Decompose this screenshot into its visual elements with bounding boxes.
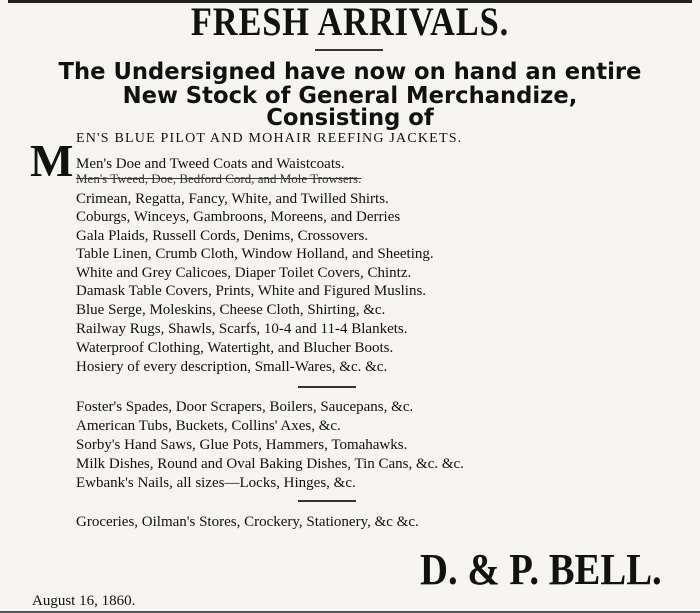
merchant-signature: D. & P. BELL. <box>420 545 662 594</box>
list-item: Groceries, Oilman's Stores, Crockery, Stationery, &c &c. <box>76 514 419 530</box>
list-item: White and Grey Calicoes, Diaper Toilet Covers, Chintz. <box>76 265 412 281</box>
intro-line-3: Consisting of <box>266 105 434 131</box>
headline: FRESH ARRIVALS. <box>190 0 510 44</box>
list-item: Blue Serge, Moleskins, Cheese Cloth, Shirting, &c. <box>76 302 386 318</box>
list-item: Railway Rugs, Shawls, Scarfs, 10-4 and 11-4 Blankets. <box>76 321 408 337</box>
list-item: Hosiery of every description, Small-Wares, &c. &c. <box>76 359 388 375</box>
list-item: Crimean, Regatta, Fancy, White, and Twilled Shirts. <box>76 191 389 207</box>
intro-line-1: The Undersigned have now on hand an entire <box>58 59 642 85</box>
section-rule-2 <box>298 500 356 502</box>
list-item: American Tubs, Buckets, Collins' Axes, &c. <box>76 418 341 434</box>
list-item-struck: Men's Tweed, Doe, Bedford Cord, and Mole Trowsers. <box>76 171 362 186</box>
list-item: Foster's Spades, Door Scrapers, Boilers, Saucepans, &c. <box>76 399 414 415</box>
first-item-text: EN'S BLUE PILOT AND MOHAIR REEFING JACKETS. <box>76 131 463 146</box>
list-item: Table Linen, Crumb Cloth, Window Holland, and Sheeting. <box>76 246 434 262</box>
section-rule-1 <box>298 386 356 388</box>
list-item: Damask Table Covers, Prints, White and Figured Muslins. <box>76 283 427 299</box>
list-item: Milk Dishes, Round and Oval Baking Dishes, Tin Cans, &c. &c. <box>76 456 464 472</box>
list-item: Waterproof Clothing, Watertight, and Blucher Boots. <box>76 340 394 356</box>
list-item: Ewbank's Nails, all sizes—Locks, Hinges, &c. <box>76 475 356 491</box>
intro-line-2: New Stock of General Merchandize, <box>122 83 578 109</box>
list-item: Gala Plaids, Russell Cords, Denims, Crossovers. <box>76 228 369 244</box>
list-item: Sorby's Hand Saws, Glue Pots, Hammers, Tomahawks. <box>76 437 408 453</box>
drop-cap: M <box>30 135 74 186</box>
list-item: Men's Doe and Tweed Coats and Waistcoats. <box>76 156 345 172</box>
list-item: Coburgs, Winceys, Gambroons, Moreens, and Derries <box>76 209 401 225</box>
issue-date: August 16, 1860. <box>32 593 136 609</box>
rule-under-headline <box>315 49 383 51</box>
